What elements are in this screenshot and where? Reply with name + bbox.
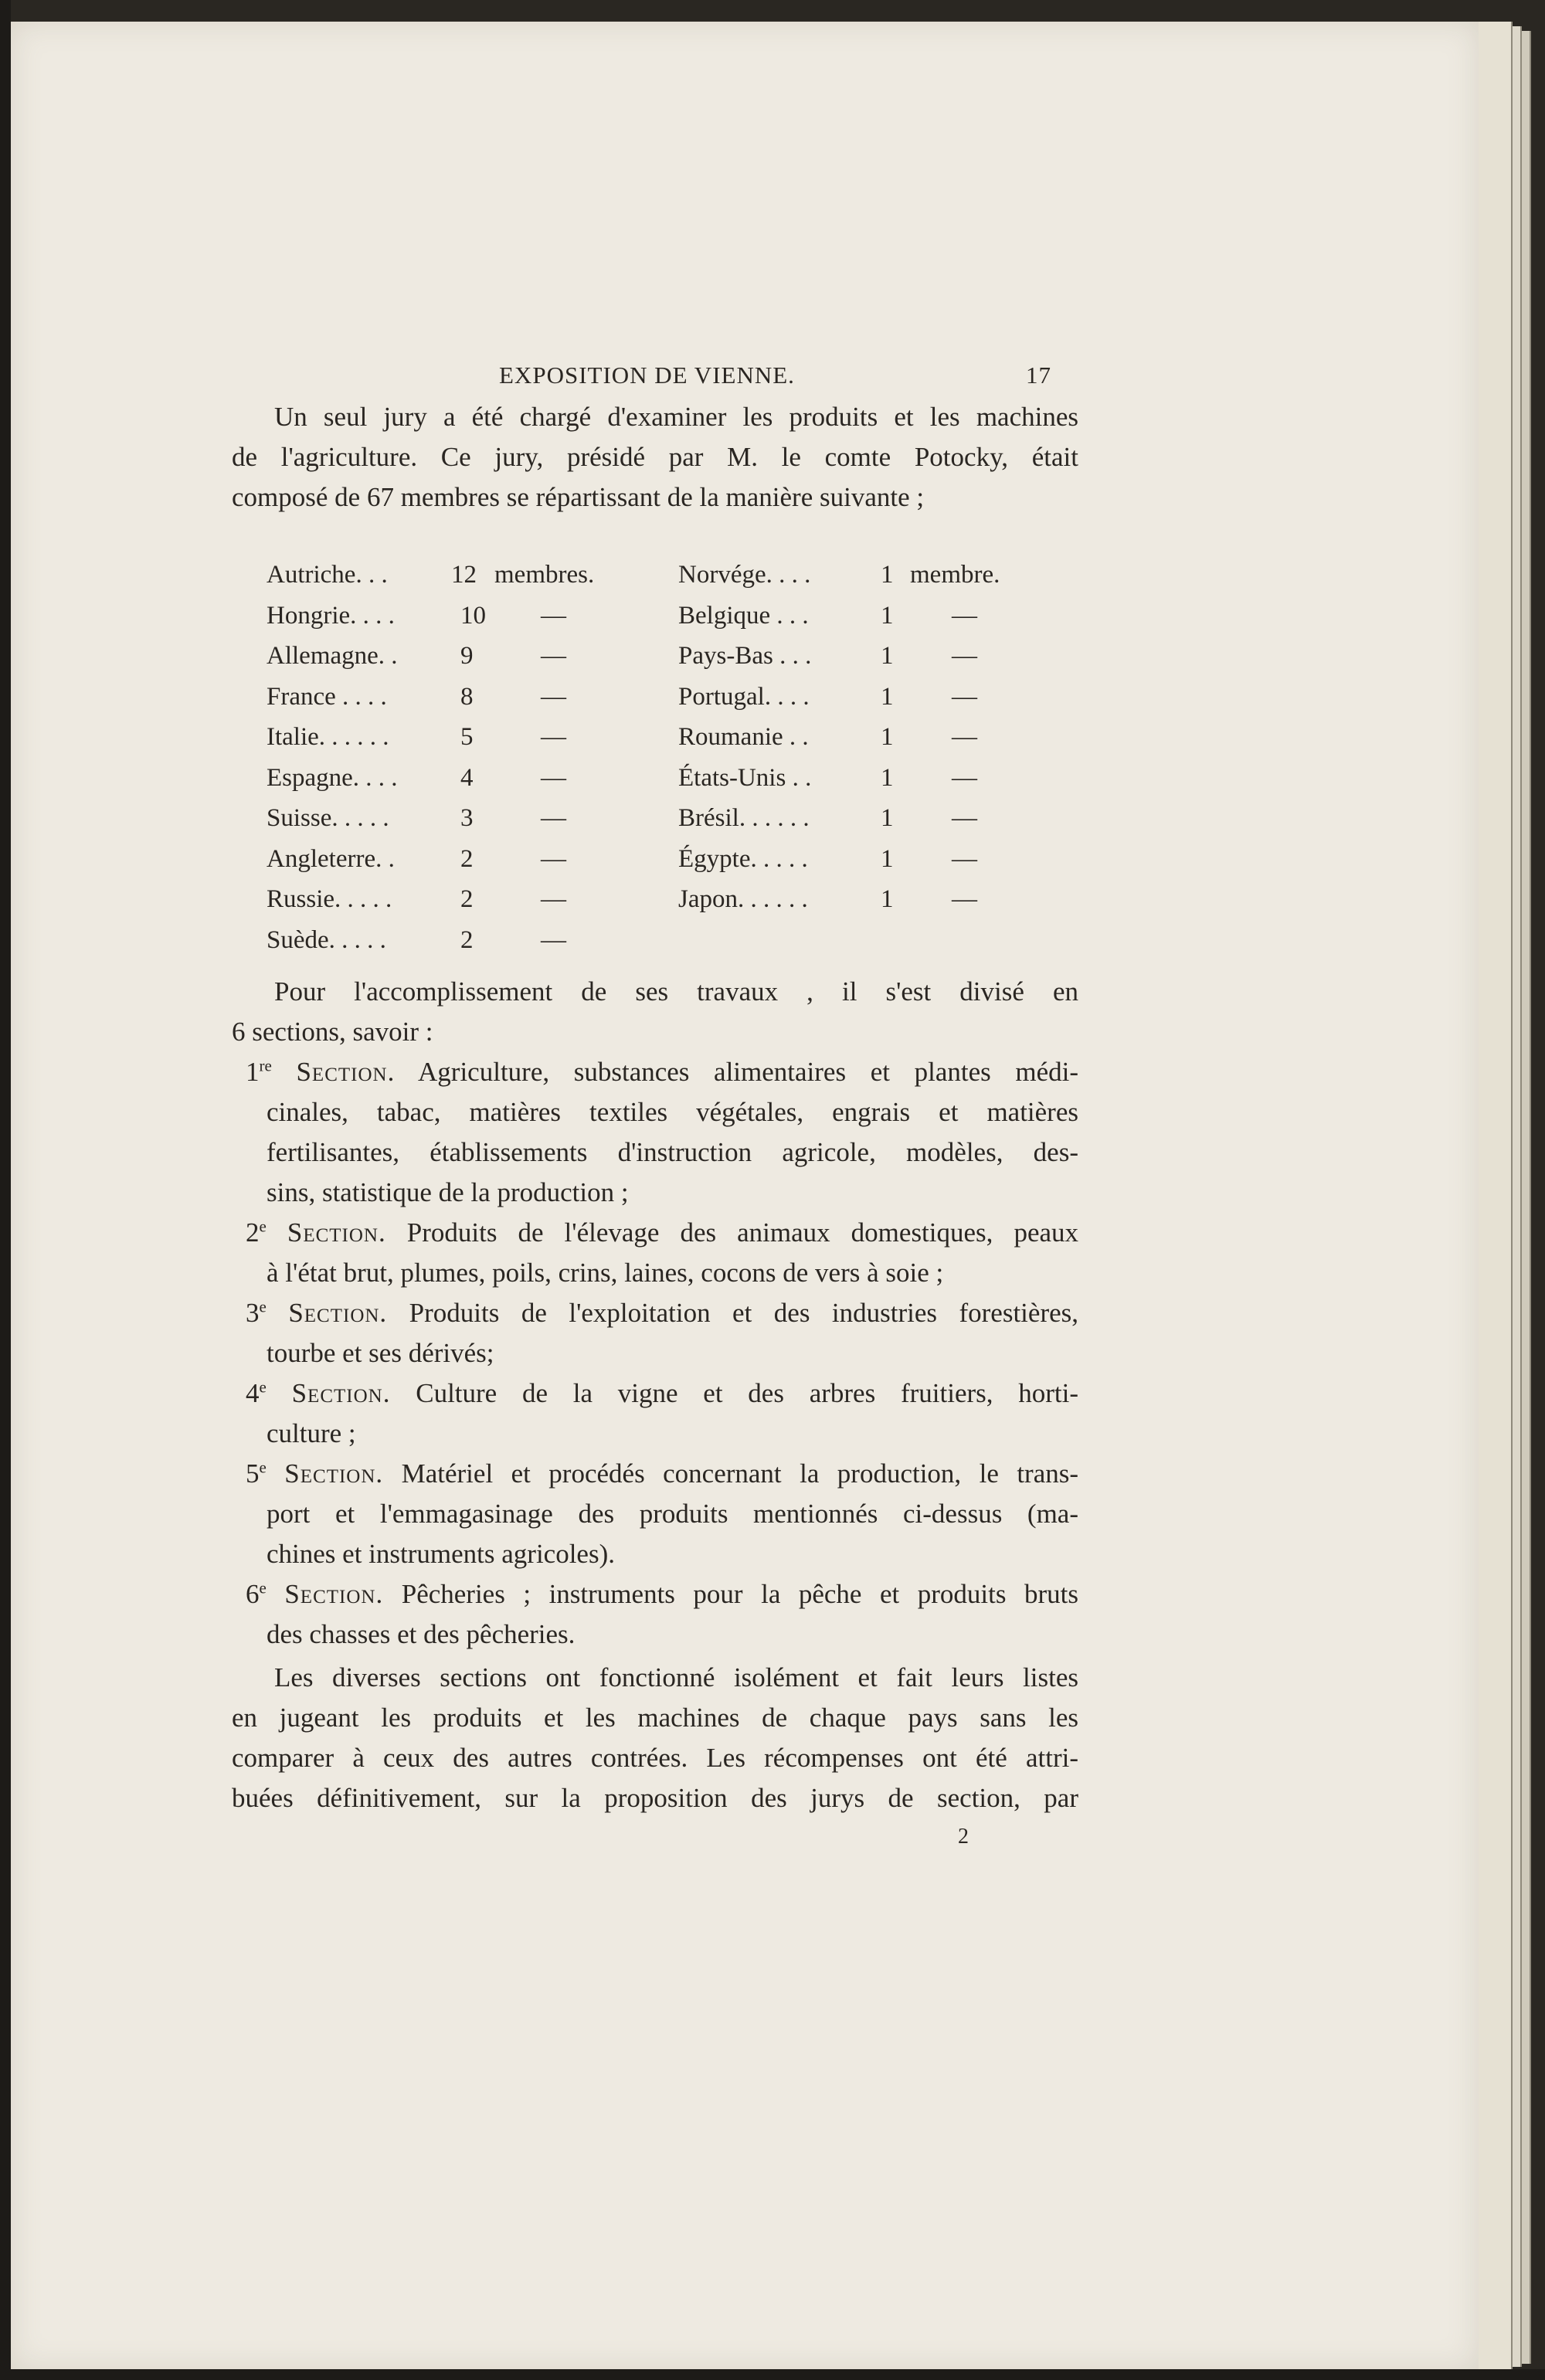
section-line <box>246 1579 1078 1610</box>
table-country: Japon. . . . . . <box>678 885 808 913</box>
intro-line: composé de 67 membres se répartissant de la manière suivante ; <box>232 482 925 512</box>
section-text: des chasses et des pêcheries. <box>267 1619 576 1649</box>
section-number-digit: 2 <box>246 1217 260 1248</box>
division-line: Pour l'accomplissement de ses travaux , il s'est divisé en <box>274 976 1078 1007</box>
table-unit: membre. <box>910 561 1000 589</box>
table-count: 2 <box>460 926 474 954</box>
section-line <box>267 1137 1078 1168</box>
table-country: Espagne. . . . <box>267 764 398 792</box>
table-count: 1 <box>881 642 894 670</box>
table-count: 1 <box>881 683 894 711</box>
table-count: 10 <box>460 602 486 630</box>
section-line <box>267 1177 1078 1208</box>
section-number-suffix: re <box>259 1056 272 1075</box>
table-count: 1 <box>881 804 894 832</box>
table-unit: — <box>952 764 977 792</box>
section-number <box>246 1378 267 1408</box>
table-country: Belgique . . . <box>678 602 809 630</box>
table-unit: — <box>952 723 977 751</box>
table-count: 8 <box>460 683 474 711</box>
table-country: Italie. . . . . . <box>267 723 389 751</box>
table-unit: — <box>541 683 566 711</box>
section-text: fertilisantes, établissements d'instruction agricole, modèles, des- <box>267 1137 1078 1167</box>
section-number-digit: 6 <box>246 1579 260 1609</box>
section-number <box>246 1298 267 1328</box>
section-number-digit: 4 <box>246 1378 260 1408</box>
table-country: Autriche. . . <box>267 561 388 589</box>
closing-line: en jugeant les produits et les machines de chaque pays sans les <box>232 1703 1078 1733</box>
scan-backdrop-left <box>0 0 11 2380</box>
section-number-digit: 3 <box>246 1298 260 1328</box>
table-unit: — <box>541 926 566 954</box>
table-count: 5 <box>460 723 474 751</box>
table-count: 1 <box>881 764 894 792</box>
table-country: Égypte. . . . . <box>678 845 808 873</box>
section-number <box>246 1057 272 1087</box>
section-number-suffix: e <box>259 1578 267 1597</box>
section-number-digit: 1 <box>246 1057 260 1087</box>
closing-line: buées définitivement, sur la proposition des jurys de section, par <box>232 1783 1078 1813</box>
table-country: Suisse. . . . . <box>267 804 389 832</box>
section-line <box>267 1258 1078 1288</box>
section-word: Section. <box>284 1579 384 1609</box>
section-number-suffix: e <box>259 1217 267 1236</box>
section-text: sins, statistique de la production ; <box>267 1177 629 1207</box>
table-unit: — <box>952 845 977 873</box>
section-text: Produits de l'exploitation et des industries forestières, <box>409 1298 1079 1328</box>
table-country: Allemagne. . <box>267 642 398 670</box>
table-count: 1 <box>881 602 894 630</box>
table-count: 1 <box>881 723 894 751</box>
section-number-suffix: e <box>259 1377 267 1397</box>
section-text: tourbe et ses dérivés; <box>267 1338 494 1368</box>
section-number-suffix: e <box>259 1297 267 1316</box>
division-line: 6 sections, savoir : <box>232 1017 433 1047</box>
section-word: Section. <box>287 1217 386 1248</box>
section-line <box>267 1499 1078 1530</box>
section-text: Agriculture, substances alimentaires et plantes médi- <box>418 1057 1078 1087</box>
section-word: Section. <box>291 1378 391 1408</box>
section-text: Culture de la vigne et des arbres fruitiers, horti- <box>416 1378 1079 1408</box>
table-count: 1 <box>881 885 894 913</box>
table-unit: — <box>952 804 977 832</box>
intro-line: de l'agriculture. Ce jury, présidé par M. le comte Potocky, était <box>232 442 1078 472</box>
table-country: Suède. . . . . <box>267 926 386 954</box>
section-text: cinales, tabac, matières textiles végétales, engrais et matières <box>267 1097 1078 1127</box>
section-text: Pêcheries ; instruments pour la pêche et produits bruts <box>401 1579 1078 1609</box>
section-text: culture ; <box>267 1418 356 1448</box>
table-country: Portugal. . . . <box>678 683 810 711</box>
section-number <box>246 1458 267 1489</box>
scan-backdrop-bottom <box>0 2369 1545 2380</box>
section-line <box>267 1619 1078 1650</box>
table-unit: — <box>952 885 977 913</box>
section-text: chines et instruments agricoles). <box>267 1539 615 1569</box>
table-country: Norvége. . . . <box>678 561 811 589</box>
table-country: Roumanie . . <box>678 723 809 751</box>
table-unit: — <box>541 845 566 873</box>
section-line <box>246 1298 1078 1329</box>
table-unit: — <box>541 885 566 913</box>
closing-line: comparer à ceux des autres contrées. Les récompenses ont été attri- <box>232 1743 1078 1773</box>
section-number <box>246 1579 267 1609</box>
section-number <box>246 1217 267 1248</box>
section-line <box>267 1338 1078 1369</box>
table-unit: — <box>541 764 566 792</box>
table-country: France . . . . <box>267 683 387 711</box>
signature-mark: 2 <box>958 1825 969 1849</box>
section-text: port et l'emmagasinage des produits mentionnés ci-dessus (ma- <box>267 1499 1078 1529</box>
table-count: 1 <box>881 561 894 589</box>
section-word: Section. <box>284 1458 384 1489</box>
table-count: 4 <box>460 764 474 792</box>
table-count: 1 <box>881 845 894 873</box>
table-country: Angleterre. . <box>267 845 395 873</box>
table-count: 2 <box>460 885 474 913</box>
page-number: 17 <box>1026 362 1051 389</box>
table-count: 2 <box>460 845 474 873</box>
table-unit: — <box>952 642 977 670</box>
table-unit: membres. <box>494 561 595 589</box>
section-line <box>267 1097 1078 1128</box>
table-unit: — <box>541 723 566 751</box>
section-text: à l'état brut, plumes, poils, crins, laines, cocons de vers à soie ; <box>267 1258 944 1288</box>
section-number-suffix: e <box>259 1458 267 1477</box>
section-line <box>246 1217 1078 1248</box>
running-title: EXPOSITION DE VIENNE. <box>499 362 795 389</box>
section-line <box>267 1418 1078 1449</box>
table-country: Pays-Bas . . . <box>678 642 812 670</box>
closing-line: Les diverses sections ont fonctionné isolément et fait leurs listes <box>274 1662 1078 1692</box>
table-unit: — <box>952 683 977 711</box>
table-count: 9 <box>460 642 474 670</box>
section-line <box>267 1539 1078 1570</box>
section-text: Matériel et procédés concernant la production, le trans- <box>401 1458 1079 1489</box>
intro-line: Un seul jury a été chargé d'examiner les produits et les machines <box>274 402 1078 432</box>
section-number-digit: 5 <box>246 1458 260 1489</box>
section-word: Section. <box>288 1298 388 1328</box>
table-count: 12 <box>451 561 477 589</box>
table-country: Russie. . . . . <box>267 885 392 913</box>
section-line <box>246 1057 1078 1088</box>
table-unit: — <box>541 602 566 630</box>
table-unit: — <box>541 642 566 670</box>
table-country: États-Unis . . <box>678 764 812 792</box>
section-line <box>246 1458 1078 1489</box>
table-count: 3 <box>460 804 474 832</box>
section-word: Section. <box>296 1057 396 1087</box>
table-unit: — <box>952 602 977 630</box>
table-country: Brésil. . . . . . <box>678 804 810 832</box>
section-text: Produits de l'élevage des animaux domestiques, peaux <box>406 1217 1079 1248</box>
table-country: Hongrie. . . . <box>267 602 395 630</box>
section-line <box>246 1378 1078 1409</box>
table-unit: — <box>541 804 566 832</box>
